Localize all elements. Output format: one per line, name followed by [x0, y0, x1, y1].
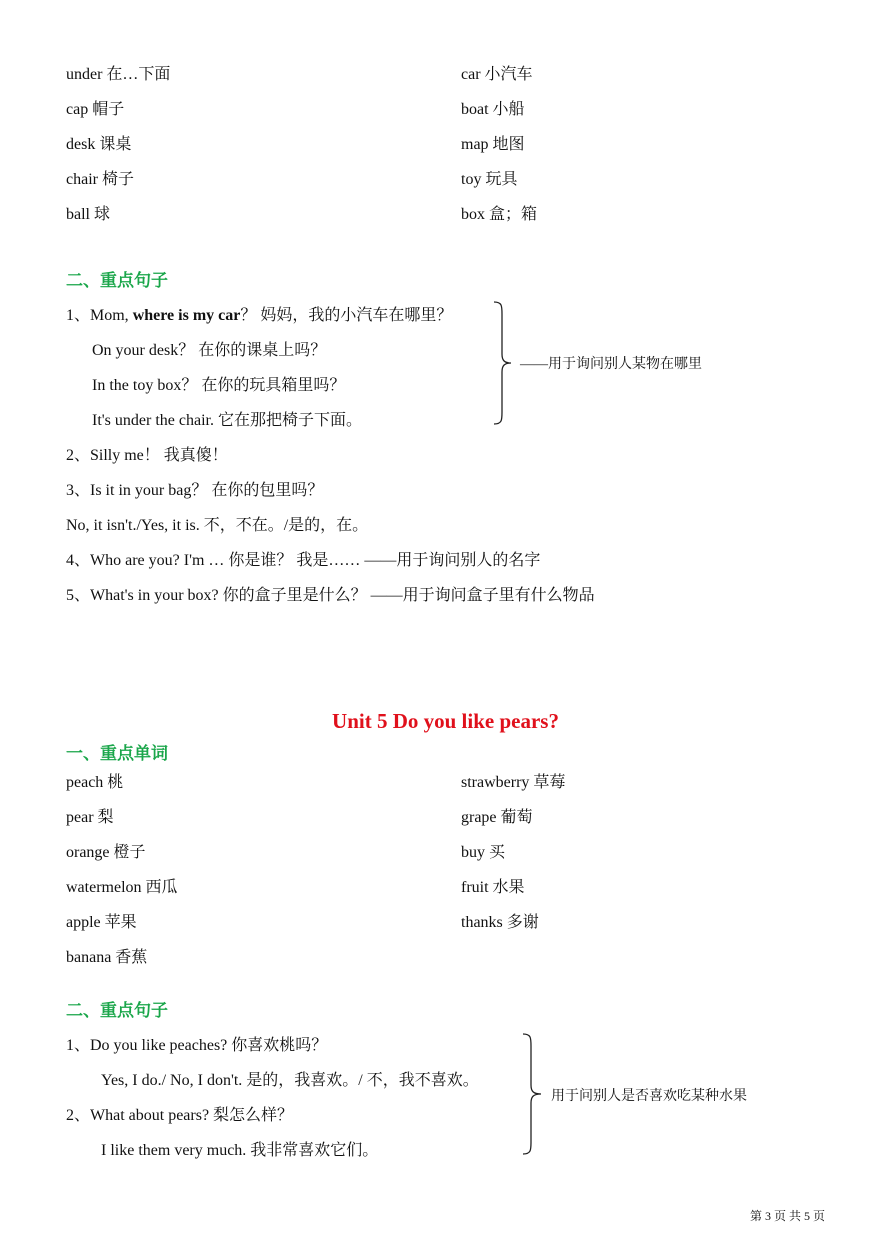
vocab-item: pear 梨 — [66, 809, 114, 826]
vocab-item: chair 椅子 — [66, 171, 134, 188]
vocab-item: under 在…下面 — [66, 66, 171, 83]
vocab-item: map 地图 — [461, 136, 525, 153]
sentence-line: 1、Do you like peaches? 你喜欢桃吗？ — [66, 1037, 328, 1054]
vocab-item: box 盒；箱 — [461, 206, 538, 223]
sentence-suffix: ？ 妈妈，我的小汽车在哪里？ — [240, 307, 453, 324]
section-heading: 一、重点单词 — [66, 744, 168, 764]
right-brace-icon — [492, 300, 514, 426]
vocab-item: boat 小船 — [461, 101, 525, 118]
sentence-line: Yes, I do./ No, I don't. 是的，我喜欢。/ 不，我不喜欢。 — [101, 1072, 479, 1089]
vocab-item: banana 香蕉 — [66, 949, 148, 966]
unit-title: Unit 5 Do you like pears? — [332, 709, 559, 733]
sentence-3-answer: No, it isn't./Yes, it is. 不，不在。/是的，在。 — [66, 517, 369, 534]
vocab-item: toy 玩具 — [461, 171, 518, 188]
right-brace-icon — [521, 1032, 545, 1156]
sentence-line: In the toy box？ 在你的玩具箱里吗？ — [92, 377, 346, 394]
section-heading: 二、重点句子 — [66, 271, 168, 291]
sentence-prefix: 1、Mom, — [66, 307, 133, 324]
vocab-item: thanks 多谢 — [461, 914, 539, 931]
vocab-item: cap 帽子 — [66, 101, 125, 118]
usage-note: ——用于询问别人某物在哪里 — [520, 357, 702, 372]
vocab-item: ball 球 — [66, 206, 110, 223]
vocab-item: strawberry 草莓 — [461, 774, 566, 791]
sentence-5: 5、What's in your box? 你的盒子里是什么？ ——用于询问盒子里有什么物品 — [66, 587, 595, 604]
sentence-2: 2、Silly me！ 我真傻！ — [66, 447, 228, 464]
section-heading: 二、重点句子 — [66, 1001, 168, 1021]
sentence-bold: where is my car — [132, 307, 241, 324]
page-number: 第 3 页 共 5 页 — [749, 1209, 825, 1223]
vocab-item: grape 葡萄 — [461, 809, 533, 826]
vocab-item: desk 课桌 — [66, 136, 132, 153]
usage-note: 用于问别人是否喜欢吃某种水果 — [551, 1089, 747, 1104]
sentence-4: 4、Who are you? I'm … 你是谁？ 我是…… ——用于询问别人的名字 — [66, 552, 541, 569]
sentence-line: On your desk？ 在你的课桌上吗？ — [92, 342, 327, 359]
sentence-3: 3、Is it in your bag？ 在你的包里吗？ — [66, 482, 324, 499]
sentence-1 — [66, 306, 452, 326]
vocab-item: buy 买 — [461, 844, 506, 861]
vocab-item: watermelon 西瓜 — [66, 879, 178, 896]
sentence-line: I like them very much. 我非常喜欢它们。 — [101, 1142, 379, 1159]
vocab-item: orange 橙子 — [66, 844, 146, 861]
vocab-item: fruit 水果 — [461, 879, 525, 896]
vocab-item: peach 桃 — [66, 774, 124, 791]
vocab-item: apple 苹果 — [66, 914, 137, 931]
sentence-line: 2、What about pears? 梨怎么样？ — [66, 1107, 294, 1124]
sentence-line: It's under the chair. 它在那把椅子下面。 — [92, 412, 362, 429]
vocab-item: car 小汽车 — [461, 66, 533, 83]
